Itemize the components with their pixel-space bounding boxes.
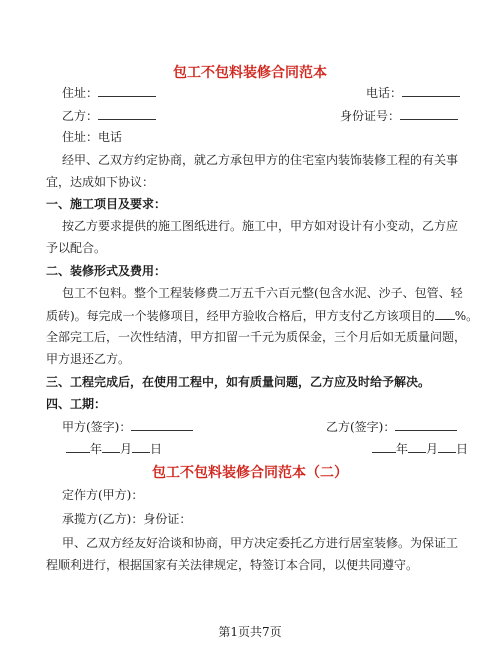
percent-blank bbox=[435, 307, 455, 320]
sign-a-field bbox=[62, 418, 193, 435]
date-b-month: 月 bbox=[426, 442, 439, 456]
doc2-para-line-1: 甲、乙双方经友好洽谈和协商，甲方决定委托乙方进行居室装修。为保证工 bbox=[62, 536, 459, 550]
percent-suffix: %。 bbox=[454, 309, 479, 323]
sign-b-field bbox=[326, 418, 457, 435]
section-2-line-2 bbox=[46, 307, 478, 324]
phone-label: 电话： bbox=[366, 86, 403, 100]
address-blank bbox=[98, 84, 156, 97]
id-blank bbox=[400, 107, 458, 120]
doc-title: 包工不包料装修合同范本 bbox=[173, 65, 327, 81]
intro-line-2: 宜，达成如下协议： bbox=[46, 175, 155, 189]
section-2-line-2-text: 质砖)。每完成一个装修项目，经甲方验收合格后，甲方支付乙方该项目的 bbox=[46, 309, 435, 323]
doc2-para-line-2: 程顺利进行，根据国家有关法律规定，特签订本合同，以便共同遵守。 bbox=[46, 558, 419, 572]
date-a-month: 月 bbox=[120, 442, 133, 456]
contractor-line: 承揽方(乙方)：身份证： bbox=[62, 512, 192, 526]
sign-a-blank bbox=[131, 418, 193, 431]
party-b-field bbox=[62, 107, 156, 124]
section-3-heading: 三、工程完成后，在使用工程中，如有质量问题，乙方应及时给予解决。 bbox=[46, 375, 431, 389]
date-b-day-blank bbox=[438, 440, 456, 453]
section-2-line-3: 全部完工后，一次性结清，甲方扣留一千元为质保金，三个月后如无质量问题， bbox=[46, 330, 467, 344]
doc2-title: 包工不包料装修合同范本（二） bbox=[152, 465, 348, 481]
date-a-year-blank bbox=[66, 440, 90, 453]
maker-line: 定作方(甲方)： bbox=[62, 488, 144, 502]
date-a-day: 日 bbox=[150, 442, 163, 456]
section-4-heading: 四、工期： bbox=[46, 397, 107, 411]
address-phone-line: 住址：电话 bbox=[62, 130, 123, 144]
date-b-day: 日 bbox=[456, 442, 469, 456]
date-a bbox=[66, 440, 162, 457]
id-field bbox=[340, 107, 458, 124]
section-2-line-4: 甲方退还乙方。 bbox=[46, 352, 131, 366]
date-b bbox=[372, 440, 468, 457]
section-2-line-1: 包工不包料。整个工程装修费二万五千六百元整(包含水泥、沙子、包管、轻 bbox=[62, 286, 463, 300]
address-label: 住址： bbox=[62, 86, 99, 100]
address-field bbox=[62, 84, 156, 101]
date-b-year: 年 bbox=[396, 442, 409, 456]
section-1-line-1: 按乙方要求提供的施工图纸进行。施工中，甲方如对设计有小变动，乙方应 bbox=[62, 219, 459, 233]
phone-blank bbox=[402, 84, 460, 97]
intro-line-1: 经甲、乙双方约定协商，就乙方承包甲方的住宅室内装饰装修工程的有关事 bbox=[62, 153, 459, 167]
section-2-heading: 二、装修形式及费用： bbox=[46, 264, 167, 278]
date-b-month-blank bbox=[408, 440, 426, 453]
phone-field bbox=[366, 84, 460, 101]
id-label: 身份证号： bbox=[340, 109, 401, 123]
sign-b-label: 乙方(签字)： bbox=[326, 420, 396, 434]
party-b-label: 乙方： bbox=[62, 109, 99, 123]
section-1-heading: 一、施工项目及要求： bbox=[46, 197, 167, 211]
party-b-blank bbox=[98, 107, 156, 120]
date-a-day-blank bbox=[132, 440, 150, 453]
date-a-year: 年 bbox=[90, 442, 103, 456]
sign-b-blank bbox=[395, 418, 457, 431]
sign-a-label: 甲方(签字)： bbox=[62, 420, 132, 434]
date-b-year-blank bbox=[372, 440, 396, 453]
date-a-month-blank bbox=[102, 440, 120, 453]
section-1-line-2: 予以配合。 bbox=[46, 241, 107, 255]
page-footer: 第1页共7页 bbox=[218, 625, 282, 639]
